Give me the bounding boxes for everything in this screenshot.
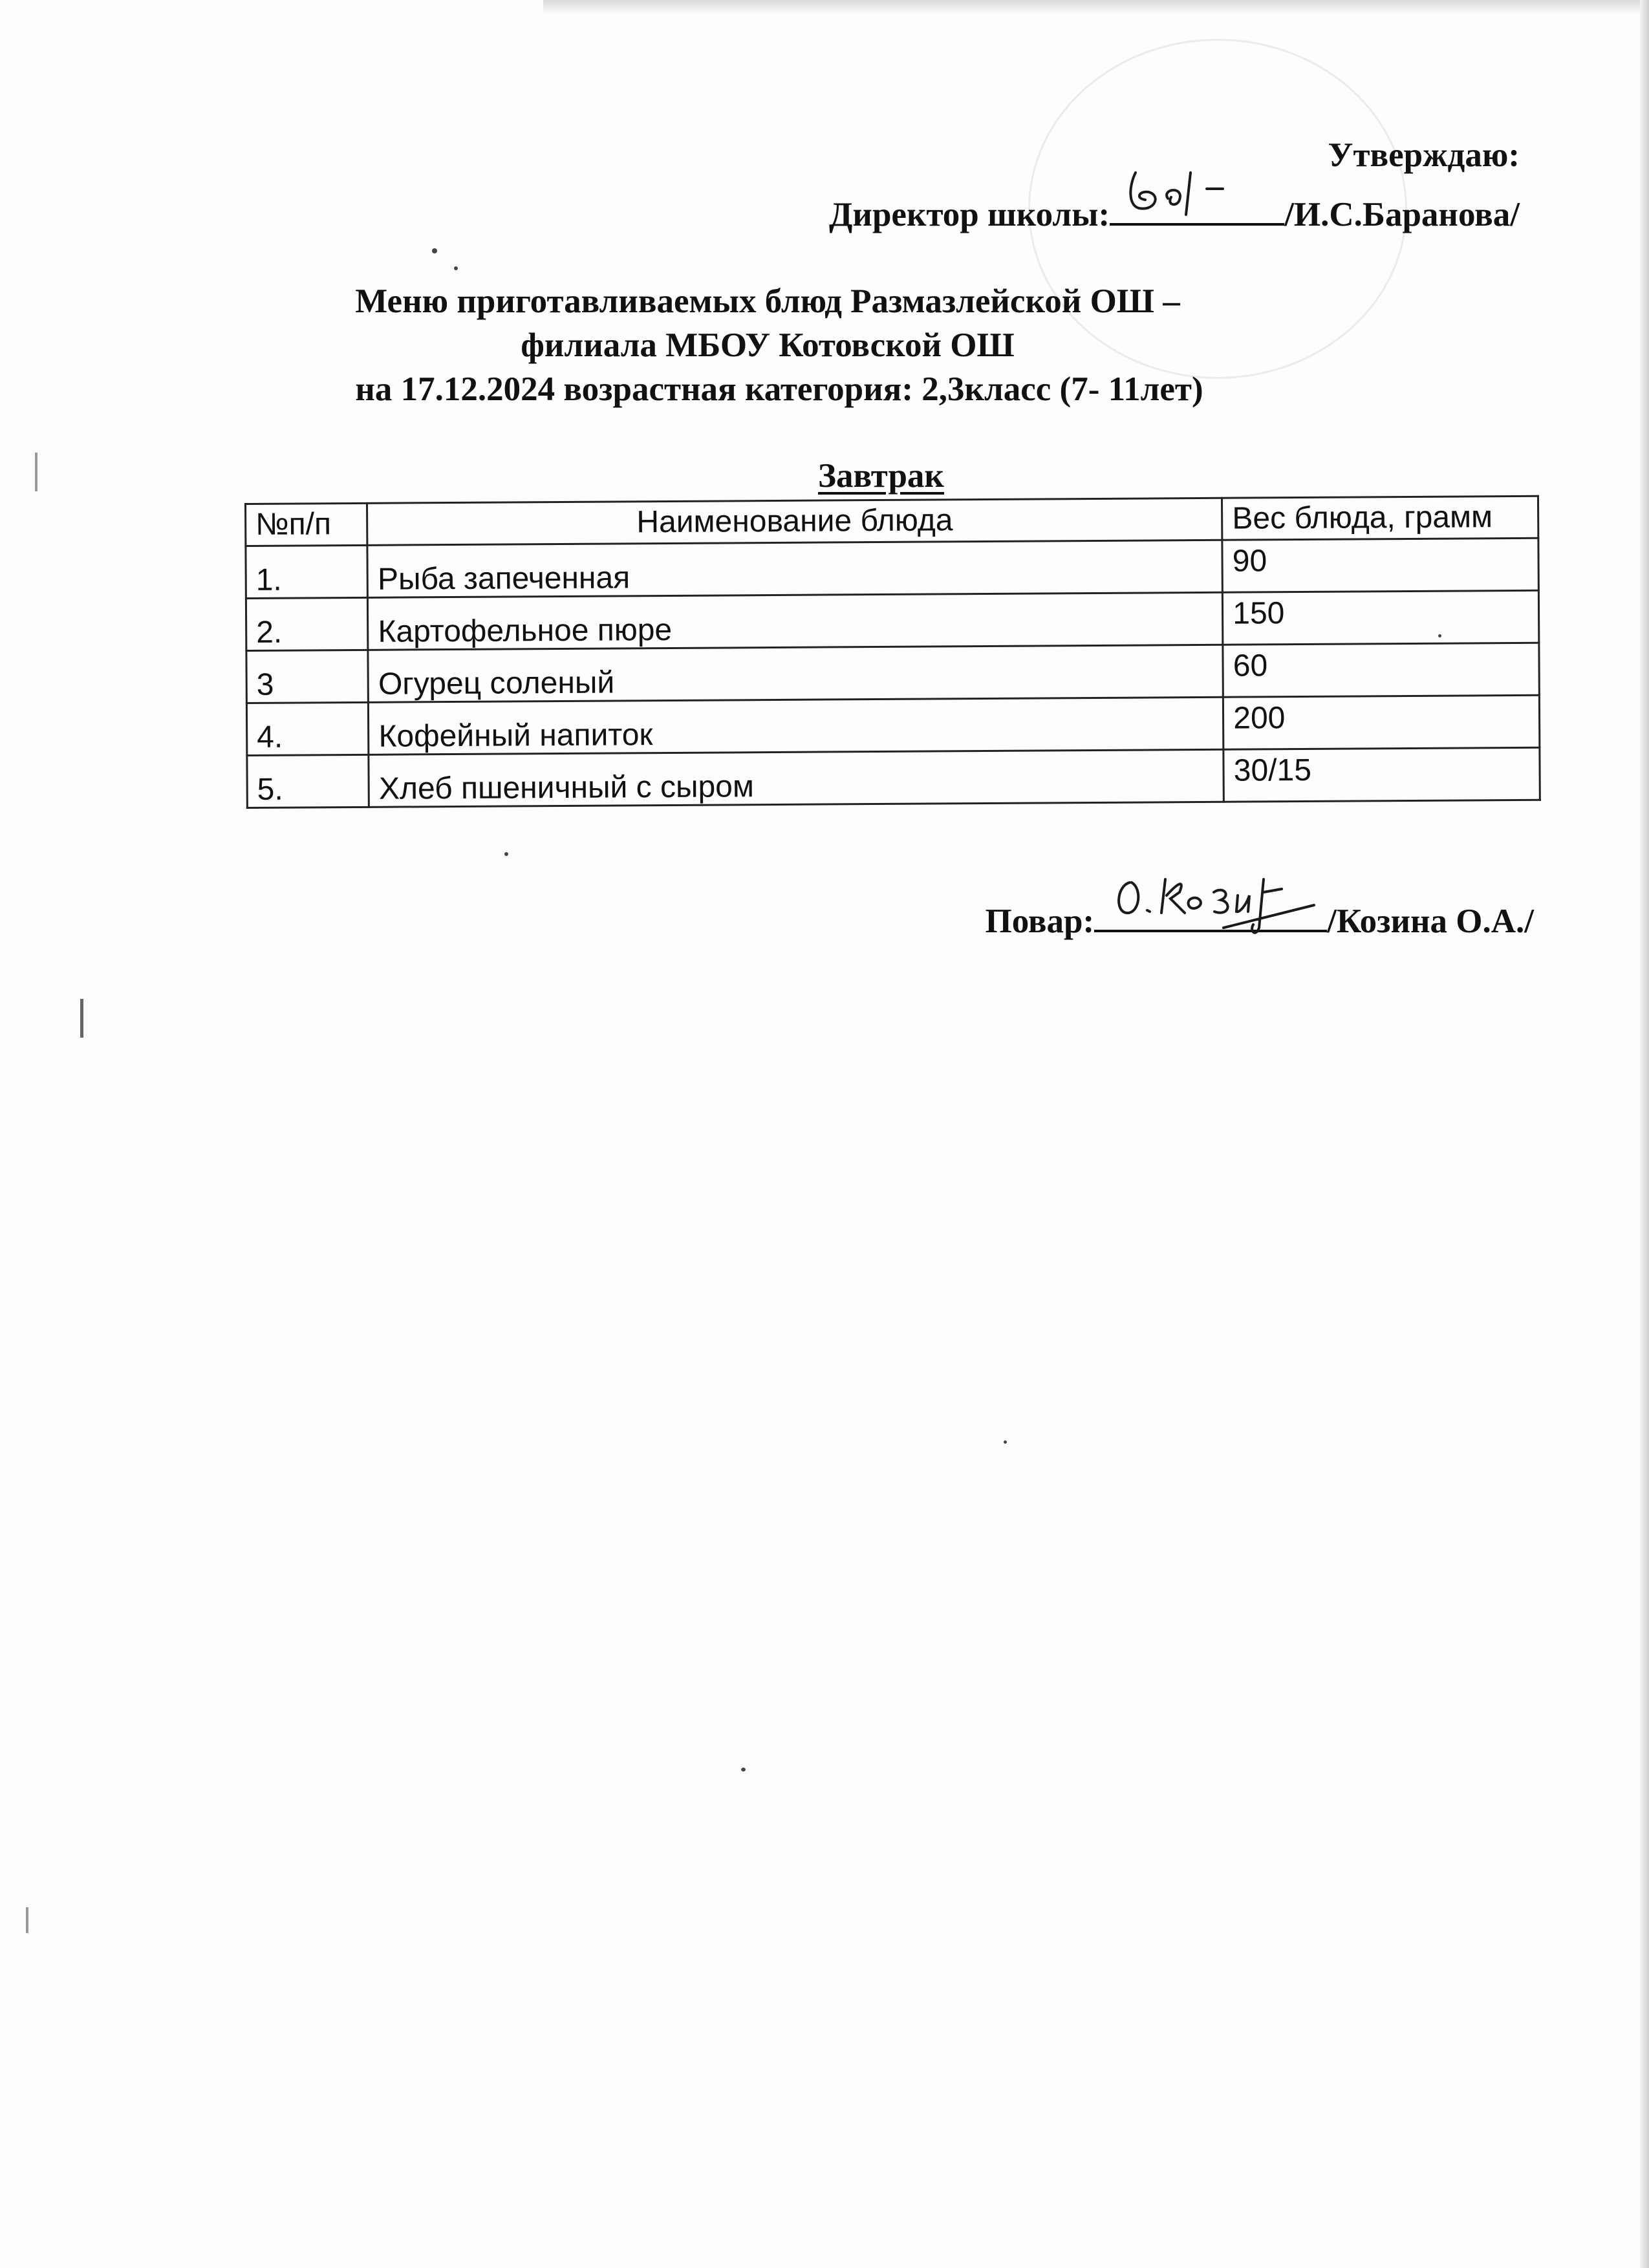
row-weight: 30/15 [1223,747,1540,802]
row-weight: 200 [1223,695,1540,749]
header-weight: Вес блюда, грамм [1222,496,1538,540]
scan-artifact [1004,1440,1007,1444]
section-heading-breakfast: Завтрак [818,457,944,495]
row-number: 1. [246,545,368,598]
row-dish-name: Рыба запеченная [367,540,1222,597]
header-number: №п/п [246,503,368,546]
row-number: 4. [246,702,369,755]
title-line-3: на 17.12.2024 возрастная категория: 2,3класс (7- 11лет) [355,370,1203,408]
cook-signature [1094,891,1327,932]
director-line [829,184,1520,244]
scan-edge-top [543,0,1643,14]
row-dish-name: Хлеб пшеничный с сыром [369,749,1223,807]
scan-artifact [80,999,83,1038]
table-row [247,747,1540,808]
scan-artifact [432,248,437,253]
table-row [246,695,1539,755]
row-number: 3 [246,650,369,703]
row-number: 2. [246,597,368,650]
title-line-2: филиала МБОУ Котовской ОШ [521,326,1015,364]
cook-name: /Козина О.А./ [1327,903,1534,940]
row-dish-name: Огурец соленый [368,645,1223,702]
row-number: 5. [247,754,369,808]
director-name: /И.С.Баранова/ [1284,196,1520,233]
header-dish-name: Наименование блюда [367,498,1222,545]
table-row [246,590,1538,650]
menu-table [244,495,1541,809]
scan-artifact [26,1907,28,1933]
title-line-1: Меню приготавливаемых блюд Размазлейской ОШ – [355,283,1180,320]
scan-artifact [35,453,38,491]
scan-artifact [504,852,508,856]
row-weight: 60 [1223,643,1539,697]
scan-artifact [454,266,458,270]
director-label: Директор школы: [828,196,1110,233]
cook-signature-block [985,891,1534,941]
cook-signature-drawing [1094,866,1327,937]
approval-block [829,126,1520,244]
table-row [246,643,1539,703]
table-header-row [246,496,1538,546]
row-weight: 150 [1223,590,1539,645]
approved-label: Утверждаю: [1328,136,1520,174]
row-weight: 90 [1222,538,1538,592]
director-signature [1110,184,1284,226]
cook-label: Повар: [985,903,1095,940]
director-signature-drawing [1110,160,1284,224]
row-dish-name: Кофейный напиток [369,697,1223,754]
row-dish-name: Картофельное пюре [368,592,1223,650]
table-row [246,538,1538,598]
scan-artifact [741,1768,746,1771]
document-title [0,279,1649,411]
